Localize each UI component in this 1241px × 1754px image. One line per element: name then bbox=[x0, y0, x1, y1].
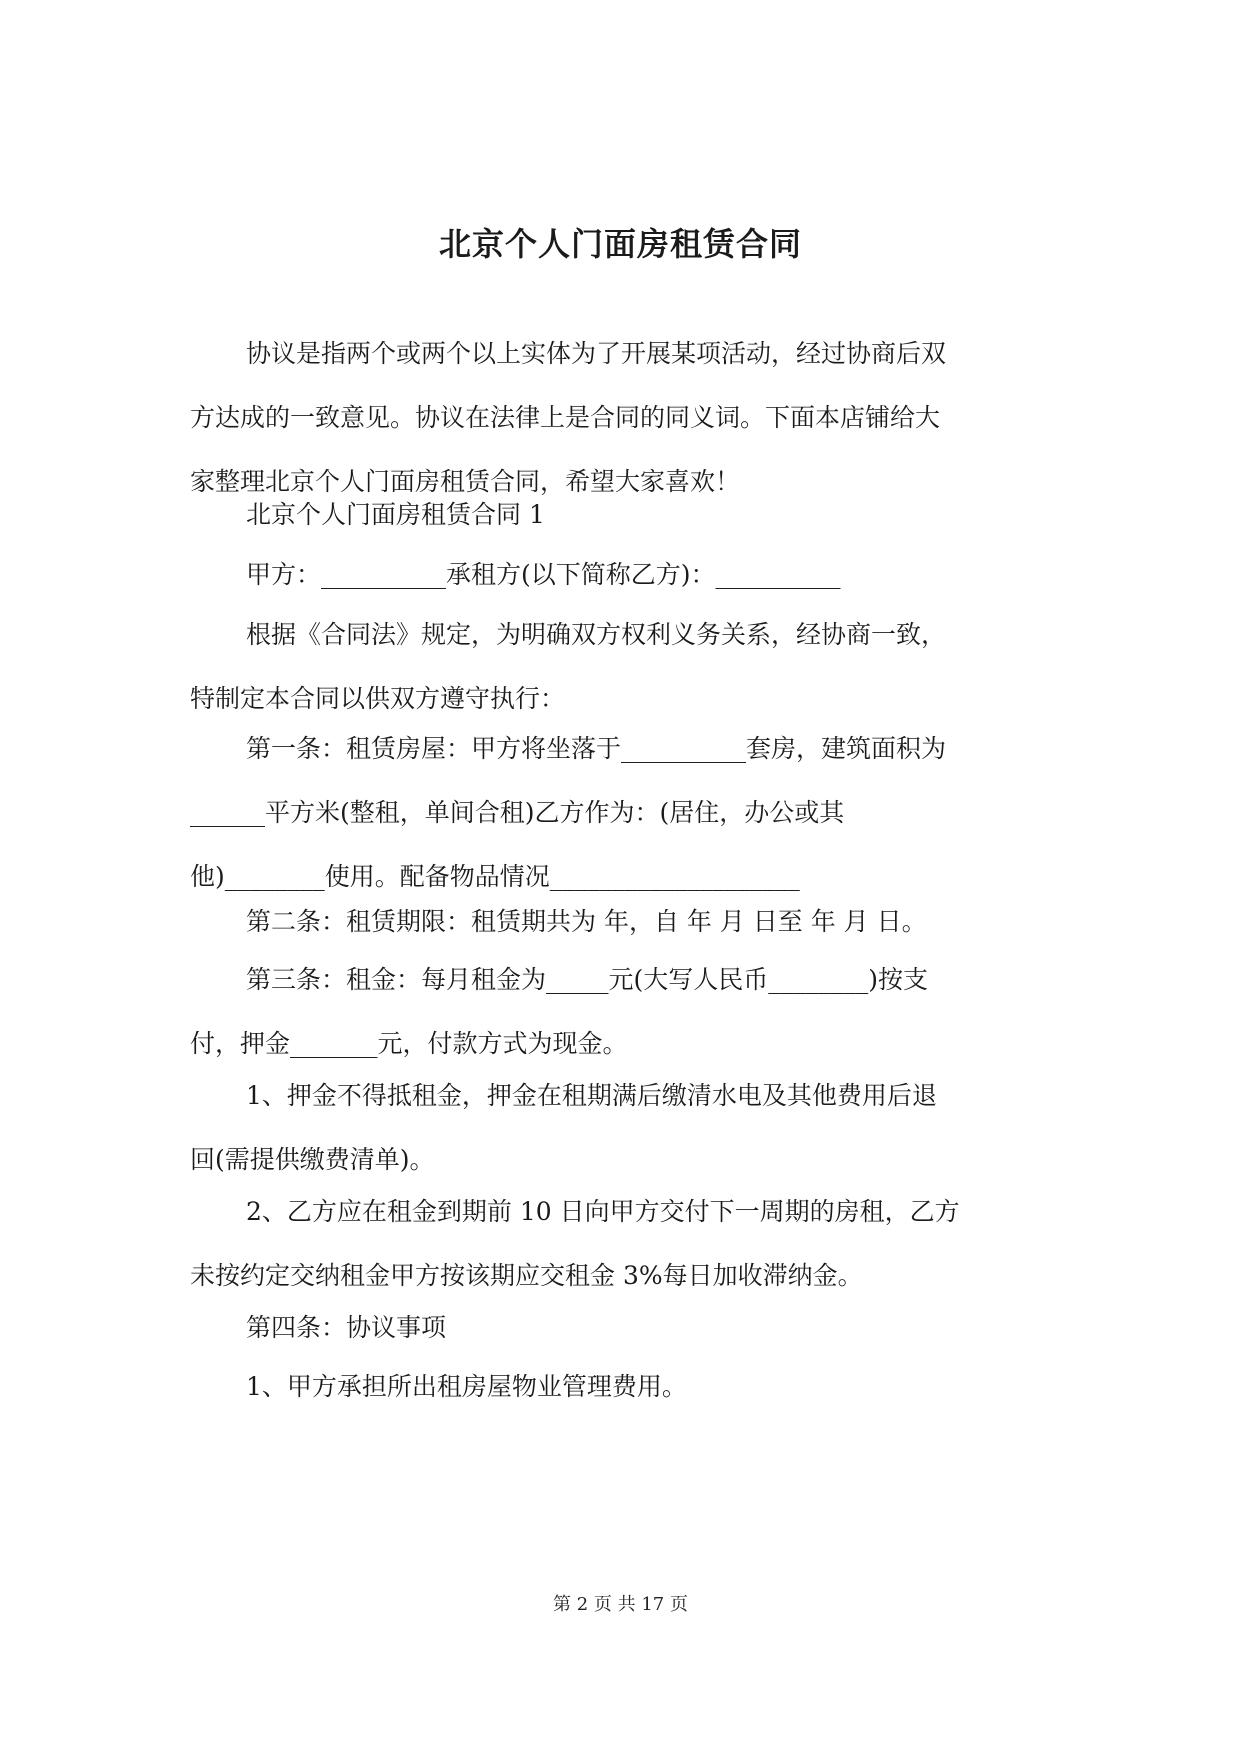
text-line: 第二条：租赁期限：租赁期共为 年，自 年 月 日至 年 月 日。 bbox=[246, 907, 927, 936]
text-line: 1、甲方承担所出租房屋物业管理费用。 bbox=[246, 1372, 687, 1401]
paragraph-basis bbox=[190, 603, 1050, 731]
text-line: ______平方米(整租，单间合租)乙方作为：(居住，办公或其 bbox=[190, 798, 845, 827]
text-line: 第三条：租金：每月租金为_____元(大写人民币________)按支 bbox=[246, 965, 929, 994]
text-line: 根据《合同法》规定，为明确双方权利义务关系，经协商一致， bbox=[246, 620, 947, 649]
text-line: 协议是指两个或两个以上实体为了开展某项活动，经过协商后双 bbox=[246, 339, 947, 368]
paragraph-article-4 bbox=[190, 1296, 1050, 1360]
paragraph-contract-heading bbox=[190, 483, 1050, 547]
document-title: 北京个人门面房租赁合同 bbox=[438, 225, 802, 263]
text-line: 甲方：__________承租方(以下简称乙方)：__________ bbox=[246, 560, 841, 589]
paragraph-article-2 bbox=[190, 890, 1050, 954]
text-line: 特制定本合同以供双方遵守执行： bbox=[190, 684, 566, 713]
paragraph-clause-1 bbox=[190, 1064, 1050, 1192]
text-line: 第一条：租赁房屋：甲方将坐落于__________套房，建筑面积为 bbox=[246, 734, 947, 763]
text-line: 方达成的一致意见。协议在法律上是合同的同义词。下面本店铺给大 bbox=[190, 403, 941, 432]
paragraph-parties bbox=[190, 543, 1050, 607]
text-line: 1、押金不得抵租金，押金在租期满后缴清水电及其他费用后退 bbox=[246, 1081, 937, 1110]
text-line: 付，押金_______元，付款方式为现金。 bbox=[190, 1029, 628, 1058]
text-line: 家整理北京个人门面房租赁合同，希望大家喜欢！ bbox=[190, 467, 741, 496]
text-line: 2、乙方应在租金到期前 10 日向甲方交付下一周期的房租，乙方 bbox=[246, 1197, 960, 1226]
text-line: 第四条：协议事项 bbox=[246, 1313, 447, 1342]
page-number: 第 2 页 共 17 页 bbox=[553, 1594, 688, 1615]
paragraph-article-4-clause-1 bbox=[190, 1355, 1050, 1419]
text-line: 未按约定交纳租金甲方按该期应交租金 3%每日加收滞纳金。 bbox=[190, 1261, 863, 1290]
text-line: 回(需提供缴费清单)。 bbox=[190, 1145, 435, 1174]
text-line: 他)________使用。配备物品情况____________________ bbox=[190, 862, 800, 891]
paragraph-article-3 bbox=[190, 948, 1050, 1076]
paragraph-clause-2 bbox=[190, 1180, 1050, 1308]
paragraph-article-1 bbox=[190, 717, 1050, 909]
text-line: 北京个人门面房租赁合同 1 bbox=[246, 500, 545, 529]
